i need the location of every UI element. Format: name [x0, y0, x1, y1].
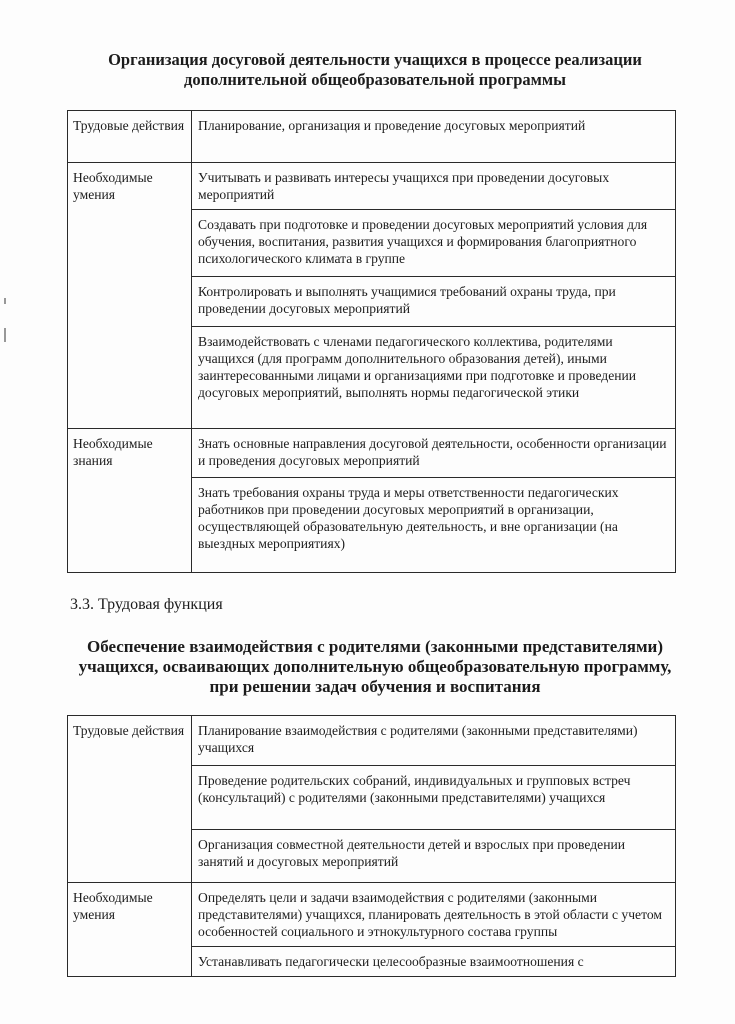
table-row-label: Трудовые действия	[68, 716, 192, 883]
section2-title	[70, 637, 680, 697]
table-cell: Устанавливать педагогически целесообразные взаимоотношения с	[192, 947, 676, 977]
table-cell: Знать основные направления досуговой деятельности, особенности организации и проведения досуговых мероприятий	[192, 429, 676, 478]
section1-title-line1: Организация досуговой деятельности учащихся в процессе реализации	[108, 50, 642, 69]
table-cell: Учитывать и развивать интересы учащихся при проведении досуговых мероприятий	[192, 163, 676, 210]
table-cell: Планирование, организация и проведение досуговых мероприятий	[192, 111, 676, 163]
section-heading: 3.3. Трудовая функция	[70, 596, 223, 613]
table-row-label: Необходимые умения	[68, 883, 192, 977]
table-cell: Взаимодействовать с членами педагогического коллектива, родителями учащихся (для программ дополнительного образования детей), иными заинтересованными лицами и организациями при подготовке и проведении досуговых мероприятий, выполнять нормы педагогической этики	[192, 327, 676, 429]
table-cell: Создавать при подготовке и проведении досуговых мероприятий условия для обучения, воспитания, развития учащихся и формирования благоприятного психологического климата в группе	[192, 210, 676, 277]
table-row-label: Необходимые умения	[68, 163, 192, 429]
table-cell: Контролировать и выполнять учащимися требований охраны труда, при проведении досуговых мероприятий	[192, 277, 676, 327]
table-cell: Знать требования охраны труда и меры ответственности педагогических работников при проведении досуговых мероприятий в организации, осуществляющей образовательную деятельность, и вне организации (на выездных мероприятиях)	[192, 478, 676, 573]
section1-title	[70, 50, 680, 90]
section2-title-line1: Обеспечение взаимодействия с родителями (законными представителями)	[86, 637, 664, 656]
scan-mark	[4, 328, 6, 342]
table-cell: Определять цели и задачи взаимодействия с родителями (законными представителями) учащихся, планировать деятельность в этой области с учетом особенностей социального и этнокультурного состава группы	[192, 883, 676, 947]
table-cell: Проведение родительских собраний, индивидуальных и групповых встреч (консультаций) с родителями (законными представителями) учащихся	[192, 766, 676, 830]
section2-title-line3: при решении задач обучения и воспитания	[209, 677, 541, 696]
section1-table	[67, 110, 676, 573]
section1-title-line2: дополнительной общеобразовательной программы	[183, 70, 566, 89]
table-row-label: Необходимые знания	[68, 429, 192, 573]
table-cell: Планирование взаимодействия с родителями (законными представителями) учащихся	[192, 716, 676, 766]
table-cell: Организация совместной деятельности детей и взрослых при проведении занятий и досуговых мероприятий	[192, 830, 676, 883]
table-row-label: Трудовые действия	[68, 111, 192, 163]
scan-mark	[4, 298, 6, 304]
section2-table	[67, 715, 676, 977]
section2-title-line2: учащихся, осваивающих дополнительную общеобразовательную программу,	[78, 657, 672, 676]
